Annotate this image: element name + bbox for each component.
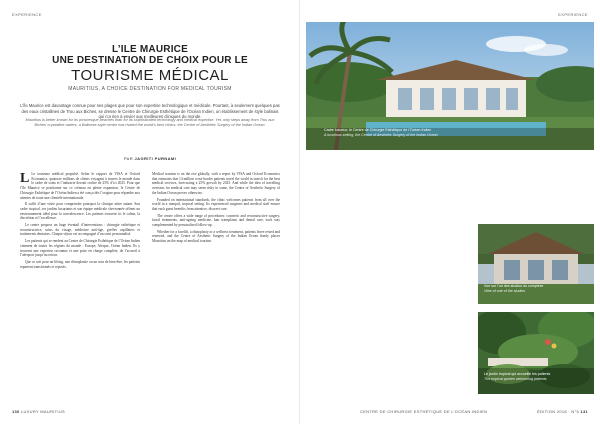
- paragraph: Que ce soit pour un lifting, une rhinoplastie ou un soin de bien-être, les patients repartent transformés et reposés.: [20, 259, 140, 269]
- folio-right: [360, 409, 487, 414]
- title-line-3: TOURISME MÉDICAL: [71, 67, 229, 84]
- caption-en: View of one of the studios: [484, 288, 526, 293]
- folio-edition: [537, 409, 588, 414]
- caption-fr: Vue sur l’un des studios du complexe: [484, 284, 544, 288]
- right-page: [300, 0, 600, 424]
- caption-en: The tropical garden welcoming patients: [484, 376, 547, 381]
- caption-fr: Le jardin tropical qui accueille les patients: [484, 372, 551, 376]
- photo-caption: [484, 372, 584, 381]
- page-number: 130: [12, 409, 20, 414]
- page-number: 131: [580, 409, 588, 414]
- standfirst-fr: L’île Maurice est davantage connue pour ses plages que pour son expertise technologique et médicale. Pourtant, à seulement quelques pas des eaux cristallines de Trou aux Biches, se dresse le Centre de Chirurgie Esthétique de l’Océan Indien, un établissement de style balinais qui n’a rien à envier aux meilleures cliniques du monde.: [20, 103, 280, 120]
- paragraph: L Le tourisme médical propulsé. Selon le rapport de VISA et Oxford Economics, quatorze millions de clients voyagent à travers le monde dans le cadre de soins et l’industrie devrait croître de 25% d’ici 2025. Pour que l’île Maurice se positionne sur ce créneau en pleine expansion, le Centre de Chirurgie Esthétique de l’Océan Indien a été conçu dès l’origine pour répondre aux attentes de toute une clientèle internationale.: [20, 171, 140, 200]
- paragraph: Les patients qui se rendent au Centre de Chirurgie Esthétique de l’Océan Indien viennent de toutes les régions du monde : Europe, Afrique, Océan Indien. Ils y trouvent une expertise reconnue et une prise en charge complète, de l’accueil à l’aéroport jusqu’au retour.: [20, 239, 140, 258]
- drop-cap: L: [20, 171, 30, 186]
- folio-title: CENTRE DE CHIRURGIE ESTHÉTIQUE DE L’OCÉAN INDIEN: [360, 409, 488, 414]
- byline-prefix: PAR: [123, 156, 134, 161]
- garden-photo: [478, 312, 594, 394]
- body-column-fr: [20, 172, 140, 271]
- photo-caption: [324, 128, 524, 137]
- photo-caption: [484, 284, 584, 293]
- body-column-en: [152, 172, 280, 246]
- paragraph: Il suffit d’une visite pour comprendre pourquoi la clinique attire autant. Son cadre tropical, ses jardins luxuriants et son équipe médicale chevronnée offrent un environnement idéal pour la convalescence. Les patients trouvent ici le calme, la discrétion et l’excellence.: [20, 202, 140, 221]
- caption-fr: Cadre luxueux, le Centre de Chirurgie Esthétique de l’Océan Indien: [324, 128, 432, 132]
- running-head: EXPERIENCE: [12, 12, 42, 17]
- article-subtitle: MAURITIUS, A CHOICE DESTINATION FOR MEDICAL TOURISM: [68, 86, 232, 92]
- article-title: [20, 44, 280, 92]
- edition-label: ÉDITION 2018 · N°5: [537, 409, 579, 414]
- title-line-2: UNE DESTINATION DE CHOIX POUR LE: [52, 55, 248, 66]
- byline: [20, 156, 280, 161]
- standfirst-en: Mauritius is better known for its picturesque beaches than for its sophisticated technology and medical expertise. Yet, only steps away from Trou aux Biches’ crystalline waters, a Balinese-style centre has rivaled the world’s best clinics: the Centre of Aesthetic Surgery of the Indian Ocean.: [25, 118, 275, 127]
- folio-title: LUXURY MAURITIUS: [21, 409, 65, 414]
- paragraph: Le centre propose un large éventail d’interventions : chirurgie esthétique et reconstructrice, soins du visage, médecine anti-âge, greffes capillaires et traitements dentaires. Chaque séjour est accompagné d’un suivi personnalisé.: [20, 223, 140, 237]
- paragraph: Founded on international standards, the clinic welcomes patients from all over the world in a tranquil, tropical setting. Its experienced surgeons and medical staff ensure that each guest benefits from attentive, discreet care.: [152, 197, 280, 211]
- byline-author: JAGRITI PURNAMI: [134, 156, 177, 161]
- running-head: EXPERIENCE: [558, 12, 588, 17]
- caption-en: A luxurious setting, the Centre of Aesthetic Surgery of the Indian Ocean: [324, 132, 438, 137]
- title-line-1: L’ILE MAURICE: [112, 44, 188, 55]
- paragraph: Medical tourism is on the rise globally, with a report by VISA and Oxford Economics that estimates that 14 million cross-border patients travel the world in search for the best medical services, forecasting a 25% growth by 2025. And while the idea of travelling overseas for medical care may seem risky to some, the Centre of Aesthetic Surgery of the Indian Ocean proves otherwise.: [152, 172, 280, 195]
- paragraph: Whether for a facelift, a rhinoplasty or a wellness treatment, patients leave rested and renewed, and the Centre of Aesthetic Surgery of the Indian Ocean firmly places Mauritius on the map of medical tourism.: [152, 229, 280, 244]
- folio-left: [12, 409, 65, 414]
- paragraph: The centre offers a wide range of procedures: cosmetic and reconstructive surgery, facial treatments, anti-ageing medicine, hair transplants and dental care, each stay complemented by personalised follow-up.: [152, 213, 280, 228]
